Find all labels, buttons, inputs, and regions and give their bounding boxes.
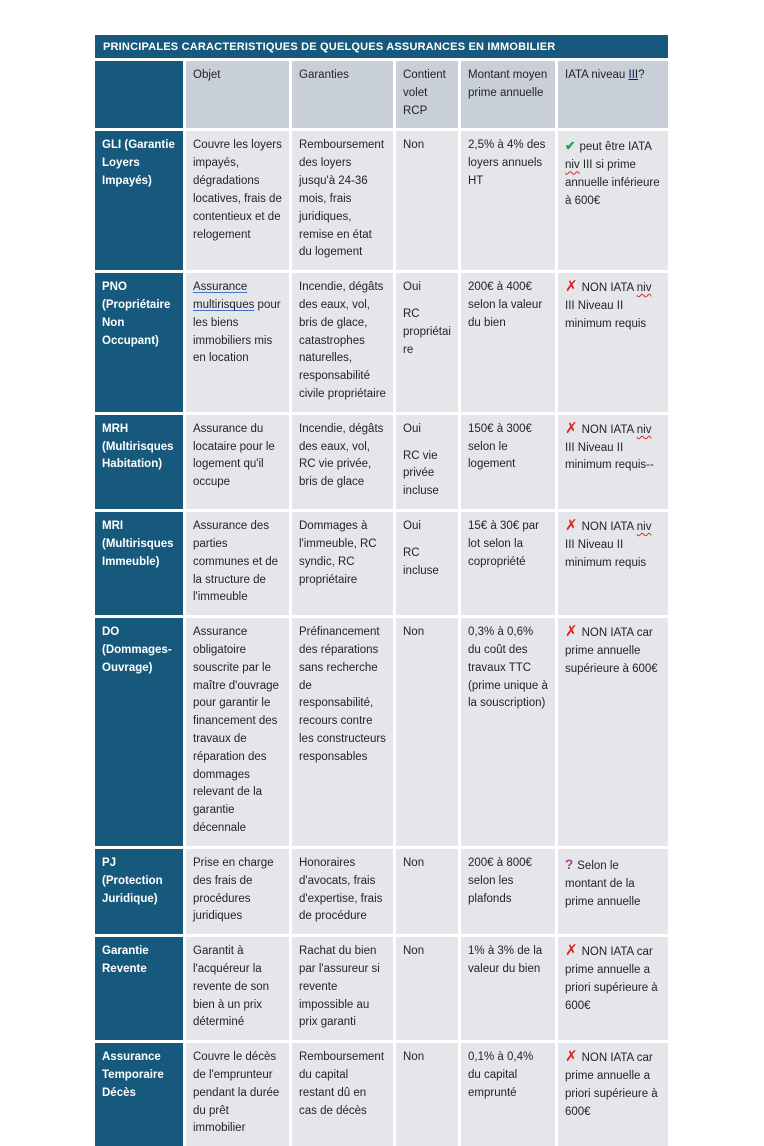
text-segment: NON IATA car prime annuelle supérieure à 600€ [565,627,658,675]
text-segment: Préfinancement des réparations sans recherche de responsabilité, recours contre les constructeurs responsables [299,626,386,763]
text-segment: Incendie, dégâts des eaux, vol, bris de glace, catastrophes naturelles, responsabilité civile propriétaire [299,281,386,400]
rcp-cell [396,937,458,1040]
text-segment: ? [638,69,645,81]
garanties-cell [292,1043,393,1146]
text-segment: III Niveau II minimum requis-- [565,441,654,472]
iata-cell [558,618,668,846]
table-grid [95,61,668,1146]
iata-cell [558,512,668,615]
rcp-cell [396,415,458,509]
garanties-cell [292,849,393,934]
text-segment: NON IATA [581,521,637,534]
text-segment: Garantit à l'acquéreur la revente de son bien à un prix déterminé [193,945,270,1029]
text-segment: Assurance du locataire pour le logement qu'il occupe [193,422,275,489]
objet-cell [186,1043,289,1146]
montant-cell: 0,1% à 0,4% du capital emprunté [461,1043,555,1146]
text-segment: Assurance des parties communes et de la structure de l'immeuble [193,520,279,604]
row-header-cell: MRH (Multirisques Habitation) [95,415,183,509]
text-segment: Assurance obligatoire souscrite par le maître d'ouvrage pour garantir le financement des travaux de réparation des dommages relevant de la garantie décennale [193,626,279,835]
cross-icon: ✗ [565,278,578,296]
rcp-cell [396,618,458,846]
garanties-cell [292,131,393,270]
rcp-line: Non [403,1051,425,1064]
rcp-cell [396,1043,458,1146]
iata-cell [558,937,668,1040]
rcp-line: RC vie privée incluse [403,449,439,498]
rcp-cell [396,512,458,615]
check-icon: ✔ [565,139,576,154]
highlighted-text[interactable]: III [628,69,639,81]
column-header-garanties: Garanties [292,61,393,128]
text-segment: NON IATA [581,282,637,295]
text-segment: IATA niveau [565,69,629,81]
row-header-cell: DO (Dommages-Ouvrage) [95,618,183,846]
spellcheck-text: niv [565,159,580,172]
inline-link[interactable]: Assurance multirisques [193,281,255,311]
text-segment: Dommages à l'immeuble, RC syndic, RC propriétaire [299,520,377,586]
rcp-line: Non [403,139,425,152]
row-header-cell: GLI (Garantie Loyers Impayés) [95,131,183,270]
rcp-line: Non [403,945,425,958]
column-header-iata [558,61,668,128]
row-header-cell: Garantie Revente [95,937,183,1040]
montant-cell: 200€ à 400€ selon la valeur du bien [461,273,555,412]
column-header-objet: Objet [186,61,289,128]
text-segment: Rachat du bien par l'assureur si revente impossible au prix garanti [299,945,380,1029]
objet-cell [186,849,289,934]
text-segment: NON IATA [581,423,637,436]
montant-cell: 200€ à 800€ selon les plafonds [461,849,555,934]
text-segment: peut être IATA [579,141,652,154]
objet-cell [186,618,289,846]
garanties-cell [292,618,393,846]
text-segment: NON IATA car prime annuelle a priori supérieure à 600€ [565,1052,658,1118]
garanties-cell [292,273,393,412]
cross-icon: ✗ [565,517,578,535]
rcp-line: Oui [403,520,421,533]
cross-icon: ✗ [565,1048,578,1066]
spellcheck-text: niv [636,521,652,534]
objet-cell [186,415,289,509]
spellcheck-text: niv [636,282,652,295]
column-header-montant: Montant moyen prime annuelle [461,61,555,128]
text-segment: Couvre les loyers impayés, dégradations locatives, frais de contentieux et de relogement [193,139,282,241]
text-segment: Remboursement du capital restant dû en cas de décès [299,1051,385,1117]
spellcheck-text: niv [636,423,652,436]
garanties-cell [292,415,393,509]
objet-cell [186,131,289,270]
iata-cell [558,1043,668,1146]
rcp-cell [396,849,458,934]
cross-icon: ✗ [565,942,578,960]
iata-cell [558,415,668,509]
montant-cell: 0,3% à 0,6% du coût des travaux TTC (prime unique à la souscription) [461,618,555,846]
insurance-table [95,35,668,1146]
text-segment: Honoraires d'avocats, frais d'expertise, frais de procédure [299,856,383,923]
rcp-cell [396,131,458,270]
rcp-line: Oui [403,281,421,294]
cross-icon: ✗ [565,419,578,437]
text-segment: III Niveau II minimum requis [565,299,647,330]
rcp-line: Oui [403,422,421,435]
text-segment: Remboursement des loyers jusqu'à 24-36 mois, frais juridiques, remise en état du logement [299,139,385,259]
iata-cell [558,273,668,412]
table-title: PRINCIPALES CARACTERISTIQUES DE QUELQUES ASSURANCES EN IMMOBILIER [95,35,668,58]
objet-cell [186,937,289,1040]
row-header-cell: Assurance Temporaire Décès [95,1043,183,1146]
montant-cell: 150€ à 300€ selon le logement [461,415,555,509]
montant-cell: 15€ à 30€ par lot selon la copropriété [461,512,555,615]
rcp-line: RC incluse [403,546,439,577]
montant-cell: 2,5% à 4% des loyers annuels HT [461,131,555,270]
iata-cell [558,849,668,934]
text-segment: III Niveau II minimum requis [565,538,647,569]
question-icon: ? [565,856,574,872]
text-segment: Selon le montant de la prime annuelle [565,859,641,908]
corner-cell [95,61,183,128]
row-header-cell: MRI (Multirisques Immeuble) [95,512,183,615]
text-segment: Incendie, dégâts des eaux, vol, RC vie privée, bris de glace [299,422,384,489]
text-segment: NON IATA car prime annuelle a priori supérieure à 600€ [565,946,658,1012]
garanties-cell [292,937,393,1040]
text-segment: Couvre le décès de l'emprunteur pendant la durée du prêt immobilier [193,1051,280,1135]
objet-cell [186,512,289,615]
row-header-cell: PNO (Propriétaire Non Occupant) [95,273,183,412]
column-header-rcp: Contient volet RCP [396,61,458,128]
rcp-cell [396,273,458,412]
garanties-cell [292,512,393,615]
cross-icon: ✗ [565,623,578,641]
iata-cell [558,131,668,270]
text-segment: III si prime annuelle inférieure à 600€ [565,159,660,207]
rcp-line: RC propriétaire [403,307,451,356]
objet-cell [186,273,289,412]
montant-cell: 1% à 3% de la valeur du bien [461,937,555,1040]
text-segment: pour les biens immobiliers mis en location [193,298,281,365]
text-segment: Prise en charge des frais de procédures juridiques [193,856,274,923]
rcp-line: Non [403,626,425,639]
row-header-cell: PJ (Protection Juridique) [95,849,183,934]
rcp-line: Non [403,856,425,869]
